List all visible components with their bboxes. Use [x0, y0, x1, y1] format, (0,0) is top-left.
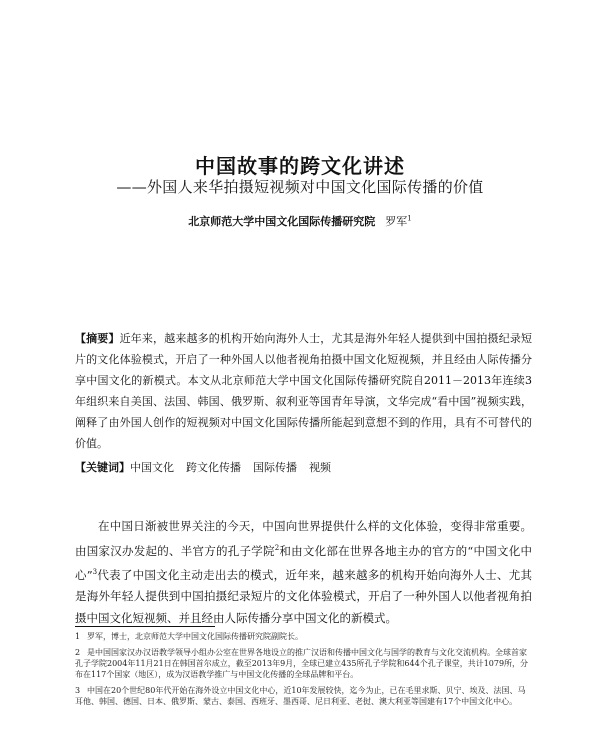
abstract-paragraph [75, 328, 532, 454]
keyword: 跨文化传播 [186, 461, 241, 474]
footnote [75, 647, 532, 680]
abstract-label: 【摘要】 [75, 332, 120, 345]
keyword: 视频 [309, 461, 331, 474]
footnote-mark: 2 [274, 543, 280, 552]
footnote-number: 1 [75, 632, 81, 641]
footnote [75, 685, 532, 707]
keyword: 中国文化 [130, 461, 174, 474]
footnote-text: 罗军，博士，北京师范大学中国文化国际传播研究院副院长。 [87, 632, 303, 641]
keywords-label: 【关键词】 [75, 461, 130, 474]
abstract-text: 近年来，越来越多的机构开始向海外人士，尤其是海外年轻人提供到中国拍摄纪录短片的文化体验模式，开启了一种外国人以他者视角拍摄中国文化短视频，并且经由人际传播分享中国文化的新模式。本文从北京师范大学中国文化国际传播研究院自2011－2013年连续3年组织来自美国、法国、韩国、俄罗斯、叙利亚等国青年导演，文华完成“看中国”视频实践，阐释了由外国人创作的短视频对中国文化国际传播所能起到意想不到的作用，具有不可替代的价值。 [75, 332, 533, 450]
keywords-line [75, 458, 532, 478]
body-text-part: 代表了中国文化主动走出去的模式，近年来，越来越多的机构开始向海外人士、尤其是海外年轻人提供到中国拍摄纪录短片的文化体验模式，开启了一种外国人以他者视角拍摄中国文化短视频、并且经由人际传播分享中国文化的新模式。 [75, 567, 532, 625]
keyword: 国际传播 [253, 461, 297, 474]
footnote-number: 3 [75, 686, 81, 695]
author-line [0, 213, 600, 229]
body-text-part: 在中国日渐被世界关注的今天，中国向世界提供什么样的文化体验，变得非常重要。由国家汉办发起的、半官方的孔子学院 [75, 519, 532, 558]
footnote-text: 中国在20个世纪80年代开始在海外设立中国文化中心，近10年发展较快，迄今为止，已在毛里求斯、贝宁、埃及、法国、马耳他、韩国、德国、日本、俄罗斯、蒙古、泰国、西班牙、墨西哥、尼日利亚、老挝、澳大利亚等国建有17个中国文化中心。 [75, 686, 526, 706]
author-footnote-mark: 1 [407, 214, 412, 223]
body-paragraph [75, 516, 532, 629]
author-name: 罗军 [385, 215, 408, 228]
footnote-divider [75, 626, 215, 627]
affiliation: 北京师范大学中国文化国际传播研究院 [188, 215, 376, 228]
footnote-text: 是中国国家汉办汉语教学领导小组办公室在世界各地设立的推广汉语和传播中国文化与国学的教育与文化交流机构。全球首家孔子学院2004年11月21日在韩国首尔成立，截至2013年9月，全球已建立435所孔子学院和644个孔子课堂，共计1079所，分布在117个国家（地区），成为汉语教学推广与中国文化传播的全球品牌和平台。 [75, 648, 529, 679]
body-text-part: 和由文化部在世界各地主办的官方的“中国文化中心” [75, 543, 532, 582]
footnote-number: 2 [75, 648, 81, 657]
footnotes [75, 631, 532, 712]
paper-subtitle: ——外国人来华拍摄短视频对中国文化国际传播的价值 [116, 178, 484, 196]
paper-title: 中国故事的跨文化讲述 [195, 154, 405, 178]
footnote-mark: 3 [92, 567, 98, 576]
footnote [75, 631, 532, 642]
